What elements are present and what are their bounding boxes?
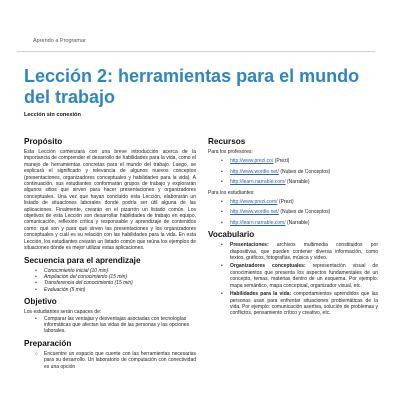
vocab-definition: representación visual de conocimientos que presenta los aspectos fundamentales de un concepto, temas, materias dentro de un esquema. Por ejemplo: mapa semántico, mapa conceptual, organizador visual, etc.: [230, 263, 378, 289]
proposito-text: Esta Lección comenzará con una breve introducción acerca de la importancia de comprender el desarrollo de habilidades para la vida, como el manejo de herramientas concretas para el mundo del trabajo. Luego, se explicará el significado y relevancia de algunos nuevos conceptos (presentaciones, organizadores conceptuales y habilidades para la vida). A continuación, sus estudiantes conformarán grupos de trabajo y explorarán algunos sitios que sirven para hacer presentaciones y organizadores conceptuales. Una vez que hayan concluido esta Lección, elaborarán un listado de situaciones laborales donde podría ser útil alguna de las aplicaciones. Finalmente, crearán en el pizarrón un listado común. Los objetivos de esta Lección son desarrollar habilidades de trabajo en equipo, comunicación, reflexión crítica y responsable y aprendizaje de contenidos como: qué son y para qué sirven las presentaciones y los organizadores conceptuales y cuál es su relación con las habilidades para la vida. En esta Lección, los estudiantes crearán un listado común que reúna los ejemplos de situaciones dónde es mejor utilizar estas aplicaciones.: [24, 149, 196, 252]
list-item: • Comparar las ventajas y desventajas asociadas con tecnologías informáticas que afectan las vidas de las personas y las opciones laborales.: [24, 316, 196, 335]
preparacion-heading: Preparación: [24, 338, 72, 348]
link-note: (Prezi): [274, 158, 290, 165]
profesores-links: [208, 158, 378, 185]
lesson-subtitle: Lección sin conexión: [24, 112, 81, 118]
header-divider: [17, 51, 375, 52]
list-item: • Transferencia del conocimiento (15 min): [24, 280, 196, 286]
proposito-section: [24, 137, 196, 252]
list-item: ○ Encuentre un espacio que cuente con las herramientas necesarias para su desarrollo. Un laboratorio de computación con conectividad es una opción: [24, 351, 196, 370]
preparacion-section: [24, 339, 196, 370]
prezi-link[interactable]: http://www.prezi.co/: [230, 158, 274, 165]
right-column: [208, 137, 378, 319]
lesson-title: Lección 2: herramientas para el mundo del trabajo: [24, 66, 360, 107]
narrable-link[interactable]: http://learn.narrable.com/: [230, 219, 286, 226]
preparacion-list: [24, 351, 196, 370]
list-item: [208, 158, 378, 164]
list-item: [208, 179, 378, 185]
list-item: [208, 209, 378, 215]
recursos-section: [208, 137, 378, 226]
vocabulario-section: [208, 230, 378, 316]
vocab-term: Organizadores conceptuales:: [230, 263, 306, 270]
list-item: • Evaluación (5 min): [24, 287, 196, 293]
secuencia-heading: Secuencia para el aprendizaje: [24, 255, 141, 265]
objetivo-heading: Objetivo: [24, 297, 57, 307]
vocab-definition: comportamientos aprendidos que las personas usan para enfrentar situaciones problemáticas de la vida. Por ejemplo: comunicación asertiva, solución de problemas y conflictos, pensamiento crítico y creativo, etc.: [230, 291, 379, 317]
course-label: Aprendo a Programar: [33, 38, 86, 44]
left-column: [24, 137, 196, 370]
link-note: (Nubes de Conceptos): [280, 168, 331, 175]
list-item: [208, 199, 378, 205]
recursos-heading: Recursos: [208, 137, 246, 146]
list-item: • Conocimiento inicial (10 min): [24, 268, 196, 274]
proposito-heading: Propósito: [24, 137, 63, 146]
list-item: [208, 242, 378, 261]
prezi-link[interactable]: http://www.prezi.com/: [230, 199, 278, 206]
link-note: (Prezi): [278, 199, 294, 206]
link-note: (Narrable): [286, 219, 310, 226]
objetivo-intro: Los estudiantes serán capaces de:: [24, 309, 102, 316]
wordle-link[interactable]: http://www.wordle.net/: [230, 209, 279, 216]
wordle-link[interactable]: http://www.wordle.net/: [230, 168, 279, 175]
estudiantes-links: [208, 199, 378, 226]
list-item: [208, 169, 378, 175]
link-note: (Nubes de Conceptos): [280, 209, 331, 216]
list-item: • Ampliación del conocimiento (15 min): [24, 274, 196, 280]
vocabulario-heading: Vocabulario: [208, 230, 255, 240]
list-item: [208, 291, 378, 317]
vocab-definition: archivos multimedia constituidos por diapositivas, que pueden contener diversa información, como textos, gráficos, fotografías, música y video.: [230, 242, 378, 262]
secuencia-list: [24, 268, 196, 294]
objetivo-list: [24, 316, 196, 335]
profesores-label: Para los profesores:: [208, 149, 253, 155]
estudiantes-label: Para los estudiantes:: [208, 189, 255, 196]
objetivo-section: [24, 297, 196, 335]
list-item: [208, 263, 378, 289]
narrable-link[interactable]: http://learn.narrable.com/: [230, 179, 286, 186]
vocabulario-list: [208, 242, 378, 316]
vocab-term: Presentaciones:: [230, 242, 269, 249]
link-note: (Narrable): [286, 179, 310, 186]
vocab-term: Habilidades para la vida:: [230, 291, 292, 298]
secuencia-section: [24, 256, 196, 294]
list-item: [208, 220, 378, 226]
